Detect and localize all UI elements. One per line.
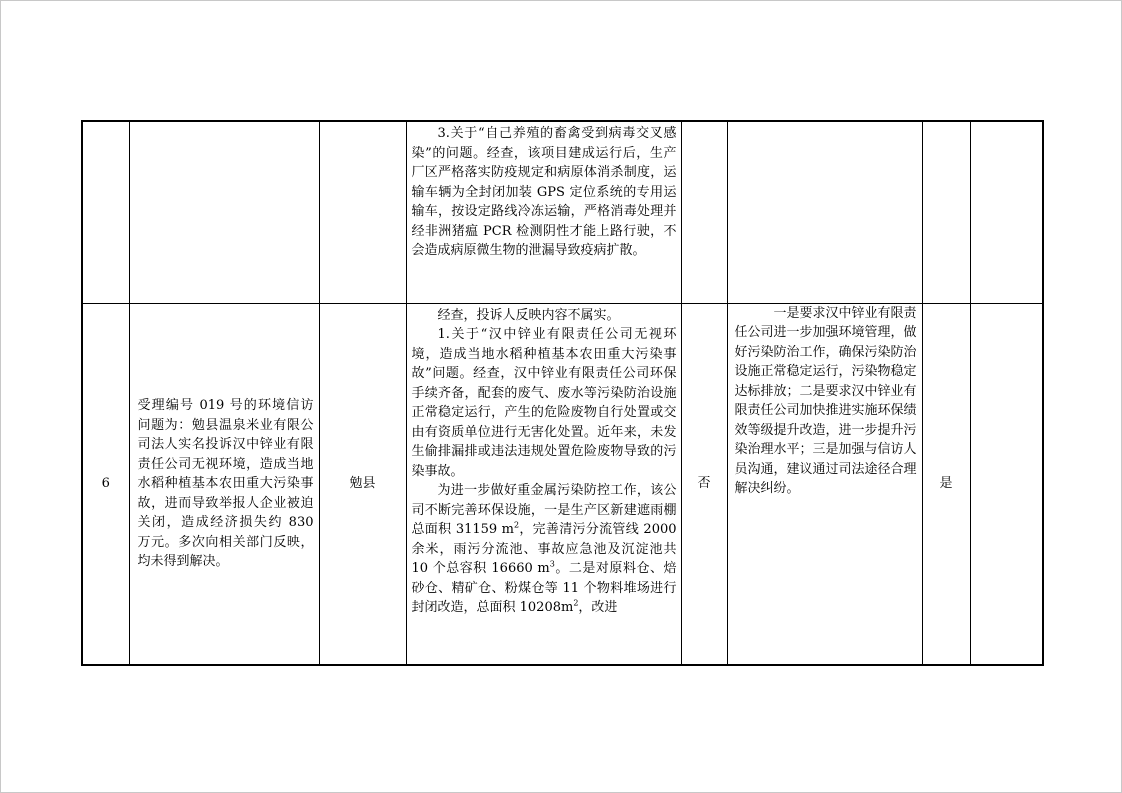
finding-paragraph-2: 1.关于“汉中锌业有限责任公司无视环境，造成当地水稻种植基本农田重大污染事故”问题。经查，汉中锌业有限责任公司环保手续齐备，配套的废气、废水等污染防治设施正常稳定运行，产生的危险废物自行处置或交由有资质单位进行无害化处置。近年来，未发生偷排漏排或违法违规处置危险废物导致的污染事故。 <box>411 327 677 479</box>
cell-verified: 否 <box>681 303 727 665</box>
cell-findings-continued <box>406 121 681 303</box>
cell-location: 勉县 <box>319 303 406 665</box>
cell-verified-empty <box>681 121 727 303</box>
finding-text-b: ，完善清污分流管线 2000 余米，雨污分流池、事故应急池及沉淀池共 10 个总容积 16660 m <box>411 522 677 576</box>
finding-text-c: 。二是对原料仓、焙砂仓、精矿仓、粉煤仓等 11 个物料堆场进行封闭改造，总面积 10208m <box>411 561 677 615</box>
cell-measures-empty <box>727 121 922 303</box>
finding-paragraph-3: 3.关于“自己养殖的畜禽受到病毒交叉感染”的问题。经查，该项目建成运行后，生产厂区严格落实防疫规定和病原体消杀制度，运输车辆为全封闭加装 GPS 定位系统的专用运输车，按设定路线冷冻运输，严格消毒处理并经非洲猪瘟 PCR 检测阴性才能上路行驶，不会造成病原微生物的泄漏导致疫病扩散。 <box>411 126 677 258</box>
finding-paragraph-1: 经查，投诉人反映内容不属实。 <box>437 307 620 323</box>
table-row-6 <box>82 303 1043 665</box>
cell-number-empty <box>82 121 129 303</box>
cell-closed: 是 <box>922 303 970 665</box>
measures-text: 一是要求汉中锌业有限责任公司进一步加强环境管理，做好污染防治工作，确保污染防治设施正常稳定运行，污染物稳定达标排放；二是要求汉中锌业有限责任公司加快推进实施环保绩效等级提升改造，进一步提升污染治理水平；三是加强与信访人员沟通，建议通过司法途径合理解决纠纷。 <box>734 305 917 496</box>
cell-complaint-empty <box>129 121 319 303</box>
cell-location-empty <box>319 121 406 303</box>
cell-remarks <box>970 303 1043 665</box>
cell-complaint <box>129 303 319 665</box>
cell-findings <box>406 303 681 665</box>
finding-text-a: 为进一步做好重金属污染防控工作，该公司不断完善环保设施，一是生产区新建遮雨棚总面积 31159 m <box>411 483 677 537</box>
finding-text-d: ，改进 <box>578 600 618 615</box>
finding-paragraph-3 <box>412 481 677 618</box>
table-row-previous <box>82 121 1043 303</box>
cell-number: 6 <box>82 303 129 665</box>
cell-measures <box>727 303 922 665</box>
superscript-cubic: 3 <box>549 559 555 569</box>
complaint-table <box>81 120 1044 666</box>
superscript-square: 2 <box>573 598 579 608</box>
cell-remarks-empty <box>970 121 1043 303</box>
cell-closed-empty <box>922 121 970 303</box>
complaint-text: 受理编号 019 号的环境信访问题为：勉县温泉米业有限公司法人实名投诉汉中锌业有限责任公司无视环境，造成当地水稻种植基本农田重大污染事故，进而导致举报人企业被迫关闭，造成经济损失约 830 万元。多次向相关部门反映，均未得到解决。 <box>137 398 314 569</box>
superscript-square: 2 <box>513 520 520 530</box>
